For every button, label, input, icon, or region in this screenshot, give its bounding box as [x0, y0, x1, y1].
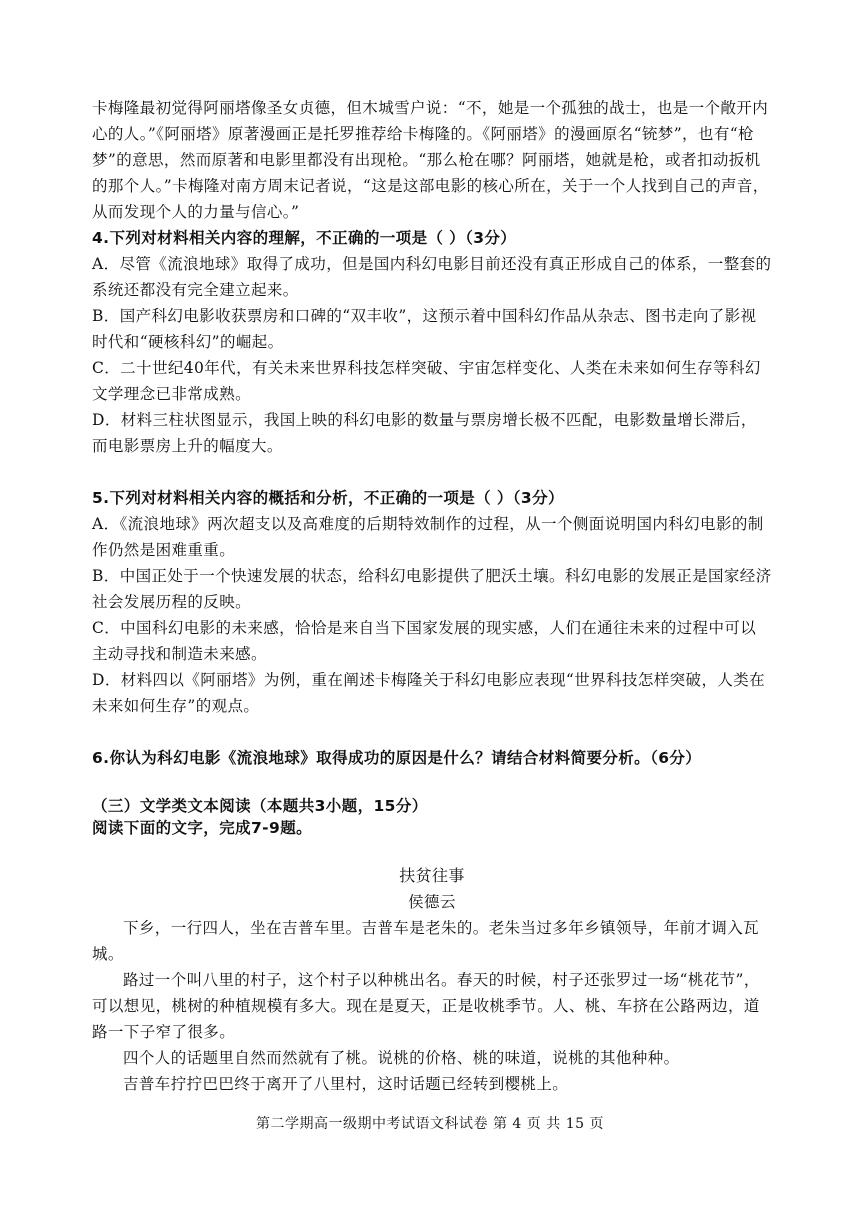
question-5-option-d: D．材料四以《阿丽塔》为例，重在阐述卡梅隆关于科幻电影应表现“世界科技怎样突破，人类在未来如何生存”的观点。 — [92, 671, 766, 715]
page-footer: 第二学期高一级期中考试语文科试卷 第 4 页 共 15 页 — [256, 1116, 604, 1132]
story-paragraph-3: 四个人的话题里自然而然就有了桃。说桃的价格、桃的味道，说桃的其他种种。 — [123, 1049, 680, 1067]
question-5-option-c: C．中国科幻电影的未来感，恰恰是来自当下国家发展的现实感，人们在通往未来的过程中可以主动寻找和制造未来感。 — [92, 619, 757, 663]
story-title: 扶贫往事 — [399, 866, 465, 885]
question-5-option-b: B．中国正处于一个快速发展的状态，给科幻电影提供了肥沃土壤。科幻电影的发展正是国家经济社会发展历程的反映。 — [92, 567, 772, 611]
question-5-stem: 5.下列对材料相关内容的概括和分析，不正确的一项是（ ）（3分） — [92, 489, 564, 507]
question-4-option-d: D．材料三柱状图显示，我国上映的科幻电影的数量与票房增长极不匹配，电影数量增长滞后，而电影票房上升的幅度大。 — [92, 411, 757, 455]
section-3-heading: （三）文学类文本阅读（本题共3小题，15分） — [92, 797, 428, 815]
story-paragraph-1: 下乡，一行四人，坐在吉普车里。吉普车是老朱的。老朱当过多年乡镇领导，年前才调入瓦城。 — [92, 919, 760, 963]
question-4-option-b: B．国产科幻电影收获票房和口碑的“双丰收”，这预示着中国科幻作品从杂志、图书走向了影视时代和“硬核科幻”的崛起。 — [92, 307, 757, 351]
question-4-option-a: A．尽管《流浪地球》取得了成功，但是国内科幻电影目前还没有真正形成自己的体系，一整套的系统还都没有完全建立起来。 — [92, 255, 772, 299]
question-6-stem: 6.你认为科幻电影《流浪地球》取得成功的原因是什么？请结合材料简要分析。（6分） — [92, 749, 702, 767]
question-5-option-a: A．《流浪地球》两次超支以及高难度的后期特效制作的过程，从一个侧面说明国内科幻电影的制作仍然是困难重重。 — [92, 515, 764, 559]
question-4-option-c: C．二十世纪40年代，有关未来世界科技怎样突破、宇宙怎样变化、人类在未来如何生存等科幻文学理念已非常成熟。 — [92, 359, 761, 403]
section-3-instruction: 阅读下面的文字，完成7-9题。 — [92, 819, 313, 837]
question-4-stem: 4.下列对材料相关内容的理解，不正确的一项是（ ）（3分） — [92, 229, 517, 247]
material-tail-paragraph: 卡梅隆最初觉得阿丽塔像圣女贞德，但木城雪户说：“不，她是一个孤独的战士，也是一个敞开内心的人。”《阿丽塔》原著漫画正是托罗推荐给卡梅隆的。《阿丽塔》的漫画原名“铳梦”，也有“枪梦”的意思，然而原著和电影里都没有出现枪。“那么枪在哪？阿丽塔，她就是枪，或者扣动扳机的那个人。”卡梅隆对南方周末记者说，“这是这部电影的核心所在，关于一个人找到自己的声音，从而发现个人的力量与信心。” — [92, 99, 769, 221]
story-author: 侯德云 — [408, 893, 456, 911]
story-paragraph-2: 路过一个叫八里的村子，这个村子以种桃出名。春天的时候，村子还张罗过一场“桃花节”，可以想见，桃树的种植规模有多大。现在是夏天，正是收桃季节。人、桃、车挤在公路两边，道路一下子窄了很多。 — [92, 971, 760, 1041]
story-paragraph-4: 吉普车拧拧巴巴终于离开了八里村，这时话题已经转到樱桃上。 — [123, 1075, 569, 1093]
